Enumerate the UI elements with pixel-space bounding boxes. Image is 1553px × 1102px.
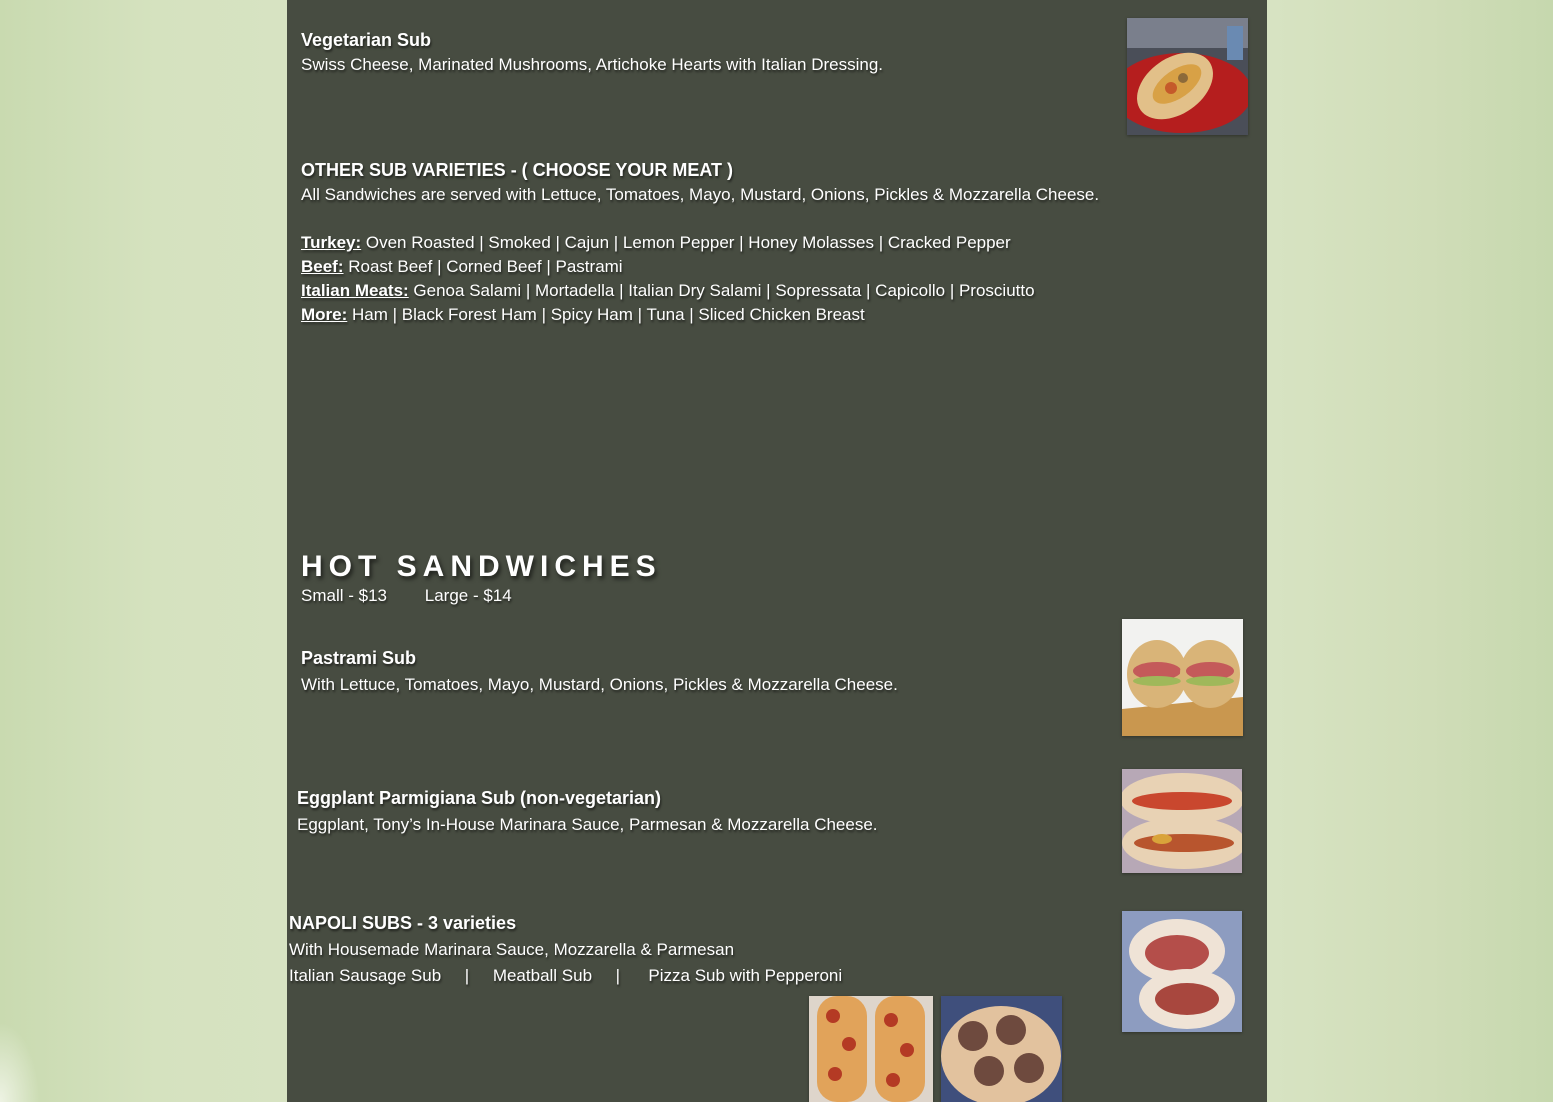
napoli-pizza-sub-photo[interactable] [809, 996, 933, 1102]
napoli-subs-varieties: Italian Sausage Sub | Meatball Sub | Pizza Sub with Pepperoni [289, 966, 843, 985]
beef-options-line [301, 257, 623, 277]
turkey-options: Oven Roasted | Smoked | Cajun | Lemon Pepper | Honey Molasses | Cracked Pepper [361, 233, 1011, 252]
turkey-options-line [301, 233, 1011, 253]
eggplant-sub-description: Eggplant, Tony’s In-House Marinara Sauce, Parmesan & Mozzarella Cheese. [297, 815, 878, 834]
napoli-subs-description: With Housemade Marinara Sauce, Mozzarella & Parmesan [289, 940, 735, 959]
italian-meats-options: Genoa Salami | Mortadella | Italian Dry Salami | Sopressata | Capicollo | Prosciutto [408, 281, 1035, 300]
pastrami-sub-description: With Lettuce, Tomatoes, Mayo, Mustard, Onions, Pickles & Mozzarella Cheese. [301, 675, 898, 694]
hot-sandwiches-heading: HOT SANDWICHES [301, 550, 662, 583]
turkey-label: Turkey: [301, 233, 362, 252]
more-label: More: [301, 305, 348, 324]
napoli-subs-title: NAPOLI SUBS - 3 varieties [289, 913, 517, 933]
eggplant-sub-photo[interactable] [1122, 769, 1242, 873]
pastrami-sub-photo[interactable] [1122, 619, 1243, 736]
other-sub-varieties-heading: OTHER SUB VARIETIES - ( CHOOSE YOUR MEAT ) [301, 160, 734, 180]
other-sub-varieties-note: All Sandwiches are served with Lettuce, Tomatoes, Mayo, Mustard, Onions, Pickles & Mozzarella Cheese. [301, 185, 1100, 204]
eggplant-sub-title: Eggplant Parmigiana Sub (non-vegetarian) [297, 788, 662, 808]
vegetarian-sub-title: Vegetarian Sub [301, 30, 432, 50]
beef-options: Roast Beef | Corned Beef | Pastrami [343, 257, 623, 276]
napoli-sausage-photo[interactable] [1122, 911, 1242, 1032]
beef-label: Beef: [301, 257, 344, 276]
more-options-line [301, 305, 865, 325]
napoli-meatball-sub-photo[interactable] [941, 996, 1062, 1102]
italian-meats-label: Italian Meats: [301, 281, 409, 300]
hot-sandwiches-prices: Small - $13 Large - $14 [301, 586, 512, 605]
vegetarian-sub-description: Swiss Cheese, Marinated Mushrooms, Artichoke Hearts with Italian Dressing. [301, 55, 884, 74]
background-decoration [0, 1022, 40, 1102]
more-options: Ham | Black Forest Ham | Spicy Ham | Tuna | Sliced Chicken Breast [347, 305, 865, 324]
vegetarian-sub-photo[interactable] [1127, 18, 1248, 135]
italian-meats-options-line [301, 281, 1035, 301]
pastrami-sub-title: Pastrami Sub [301, 648, 417, 668]
